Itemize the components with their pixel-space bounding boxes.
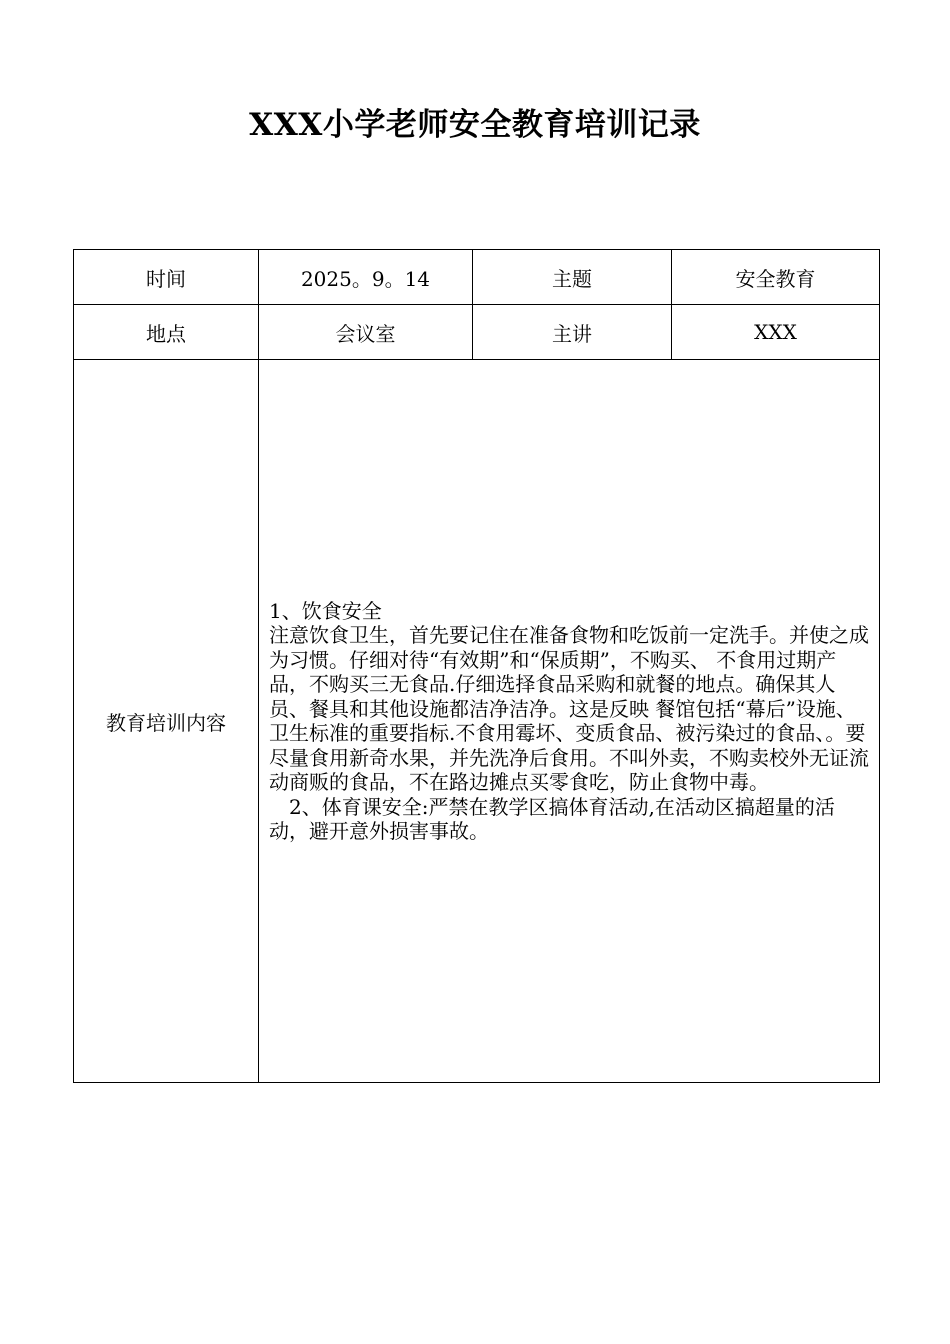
place-label: 地点: [74, 305, 259, 360]
time-value: 2025。9。14: [259, 250, 473, 305]
speaker-value: XXX: [672, 305, 880, 360]
training-record-table: [73, 249, 880, 1083]
topic-label: 主题: [473, 250, 672, 305]
table-row: [74, 250, 880, 305]
topic-value: 安全教育: [672, 250, 880, 305]
content-paragraph: 注意饮食卫生，首先要记住在准备食物和吃饭前一定洗手。并使之成为习惯。仔细对待“有效期”和“保质期”，不购买、 不食用过期产品，不购买三无食品.仔细选择食品采购和就餐的地点。确保其人员、餐具和其他设施都洁净洁净。这是反映 餐馆包括“幕后”设施、卫生标准的重要指标.不食用霉坏、变质食品、被污染过的食品、。要尽量食用新奇水果，并先洗净后食用。不叫外卖，不购卖校外无证流动商贩的食品，不在路边摊点买零食吃，防止食物中毒。: [269, 623, 869, 794]
speaker-label: 主讲: [473, 305, 672, 360]
document-title: XXX小学老师安全教育培训记录: [249, 107, 701, 143]
content-body: [269, 599, 871, 844]
time-label: 时间: [74, 250, 259, 305]
content-cell: [259, 360, 880, 1083]
content-paragraph: 2、体育课安全:严禁在教学区搞体育活动,在活动区搞超量的活动，避开意外损害事故。: [269, 794, 835, 843]
content-heading: 1、饮食安全: [269, 598, 382, 623]
table-row: [74, 305, 880, 360]
place-value: 会议室: [259, 305, 473, 360]
content-label: 教育培训内容: [74, 360, 259, 1083]
table-row: [74, 360, 880, 1083]
